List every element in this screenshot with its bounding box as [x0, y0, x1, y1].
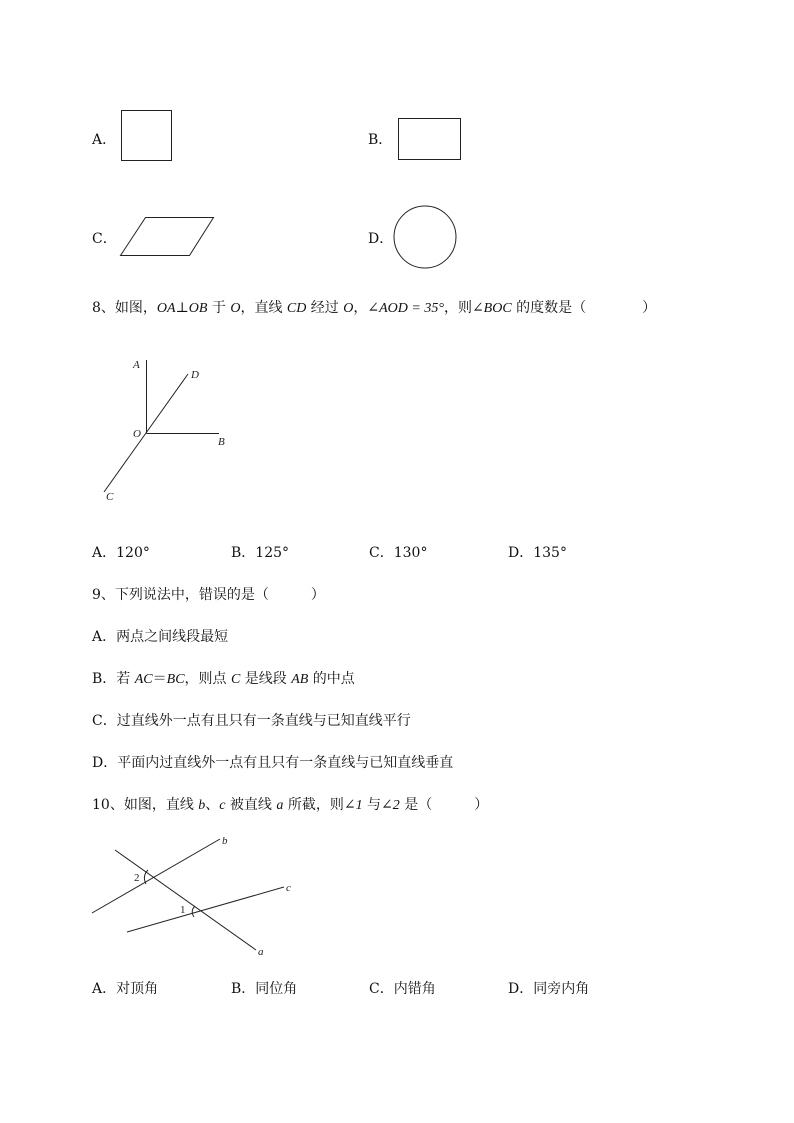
- q8-stem-f: ，则: [443, 300, 472, 316]
- q7-option-a-letter: A．: [92, 132, 117, 148]
- q8-stem-e: ，: [353, 300, 368, 316]
- label-c: c: [286, 882, 291, 894]
- q9-option-b[interactable]: B．若 AC＝BC，则点 C 是线段 AB 的中点: [92, 671, 355, 687]
- q9-option-a[interactable]: A．两点之间线段最短: [92, 629, 229, 645]
- q10-option-b[interactable]: B．同位角: [231, 981, 298, 997]
- q10-stem: 10、如图，直线 b、c 被直线 a 所截，则∠1 与∠2 是（ ）: [92, 797, 489, 813]
- q9-option-d[interactable]: D．平面内过直线外一点有且只有一条直线与已知直线垂直: [92, 755, 454, 771]
- label-1: 1: [180, 904, 186, 916]
- q7-option-c-letter: C．: [92, 231, 117, 247]
- q8-oa-perp-ob: OA⊥OB: [156, 301, 208, 316]
- label-b: b: [222, 835, 228, 847]
- q8-angle-boc: ∠BOC: [471, 301, 512, 316]
- line-a: [115, 850, 256, 950]
- q8-stem-b: 于: [207, 300, 231, 316]
- label-o: O: [133, 428, 141, 440]
- q8-line-cd: CD: [286, 301, 307, 316]
- q8-option-a[interactable]: A．120°: [92, 545, 150, 561]
- label-2: 2: [134, 872, 140, 884]
- label-a: A: [133, 359, 140, 371]
- q7-option-b-letter: B．: [368, 132, 393, 148]
- q8-option-c[interactable]: C．130°: [369, 545, 428, 561]
- q8-stem-a: 8、如图，: [92, 300, 157, 316]
- arc-angle-1: [192, 906, 195, 917]
- line-b: [92, 839, 220, 913]
- q8-stem-g: 的度数是（ ）: [511, 300, 657, 316]
- q9-stem: 9、下列说法中，错误的是（ ）: [92, 587, 325, 603]
- q8-angle-aod: ∠AOD = 35°: [367, 301, 444, 316]
- q8-point-o-2: O: [343, 301, 354, 316]
- q7-option-d-letter: D．: [368, 231, 394, 247]
- q8-stem-c: ，直线: [240, 300, 287, 316]
- q8-option-b[interactable]: B．125°: [231, 545, 290, 561]
- label-d: D: [191, 369, 199, 381]
- q9-option-c[interactable]: C．过直线外一点有且只有一条直线与已知直线平行: [92, 713, 411, 729]
- label-b: B: [218, 436, 225, 448]
- label-a: a: [258, 946, 264, 958]
- line-c: [127, 887, 284, 932]
- label-c: C: [106, 491, 114, 503]
- q8-option-d[interactable]: D．135°: [508, 545, 567, 561]
- q8-point-o: O: [230, 301, 241, 316]
- q10-option-c[interactable]: C．内错角: [369, 981, 436, 997]
- q8-stem-d: 经过: [306, 300, 344, 316]
- q10-option-a[interactable]: A．对顶角: [92, 981, 159, 997]
- q10-option-d[interactable]: D．同旁内角: [508, 981, 590, 997]
